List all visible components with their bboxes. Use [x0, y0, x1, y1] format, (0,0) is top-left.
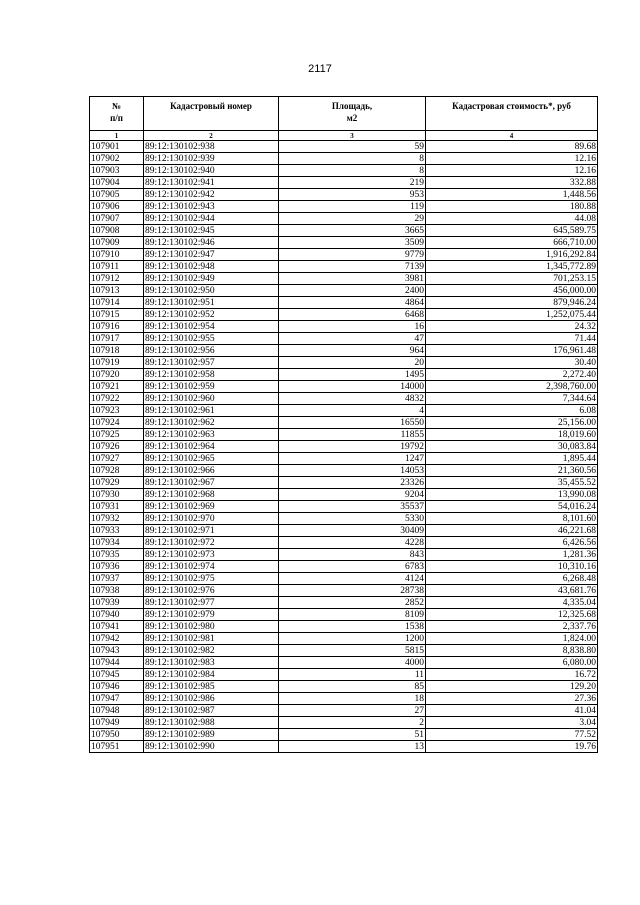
area-cell: 3665	[279, 225, 426, 237]
cadastral-value-cell: 456,000.00	[426, 285, 598, 297]
cadastral-value-cell: 1,252,075.44	[426, 309, 598, 321]
header-cadastral-value-line1: Кадастровая стоимость*, руб	[452, 101, 571, 111]
cadastral-number-cell: 89:12:130102:986	[144, 693, 279, 705]
area-cell: 11855	[279, 429, 426, 441]
cadastral-number-cell: 89:12:130102:975	[144, 573, 279, 585]
table-row	[90, 465, 598, 477]
row-number-cell: 107922	[90, 393, 144, 405]
area-cell: 16550	[279, 417, 426, 429]
area-cell: 27	[279, 705, 426, 717]
cadastral-number-cell: 89:12:130102:971	[144, 525, 279, 537]
cadastral-number-cell: 89:12:130102:958	[144, 369, 279, 381]
cadastral-value-cell: 129.20	[426, 681, 598, 693]
cadastral-number-cell: 89:12:130102:981	[144, 633, 279, 645]
row-number-cell: 107946	[90, 681, 144, 693]
cadastral-value-cell: 77.52	[426, 729, 598, 741]
area-cell: 4832	[279, 393, 426, 405]
cadastral-value-cell: 21,360.56	[426, 465, 598, 477]
cadastral-value-cell: 1,895.44	[426, 453, 598, 465]
row-number-cell: 107931	[90, 501, 144, 513]
cadastral-value-cell: 16.72	[426, 669, 598, 681]
cadastral-number-cell: 89:12:130102:961	[144, 405, 279, 417]
cadastral-number-cell: 89:12:130102:948	[144, 261, 279, 273]
cadastral-value-cell: 6,080.00	[426, 657, 598, 669]
cadastral-number-cell: 89:12:130102:951	[144, 297, 279, 309]
area-cell: 5330	[279, 513, 426, 525]
cadastral-number-cell: 89:12:130102:970	[144, 513, 279, 525]
row-number-cell: 107947	[90, 693, 144, 705]
cadastral-number-cell: 89:12:130102:982	[144, 645, 279, 657]
cadastral-number-cell: 89:12:130102:967	[144, 477, 279, 489]
area-cell: 11	[279, 669, 426, 681]
table-row	[90, 573, 598, 585]
cadastral-number-cell: 89:12:130102:945	[144, 225, 279, 237]
cadastral-number-cell: 89:12:130102:983	[144, 657, 279, 669]
table-row	[90, 501, 598, 513]
area-cell: 964	[279, 345, 426, 357]
column-numbers-row	[90, 131, 598, 141]
row-number-cell: 107907	[90, 213, 144, 225]
row-number-cell: 107918	[90, 345, 144, 357]
area-cell: 14053	[279, 465, 426, 477]
area-cell: 3981	[279, 273, 426, 285]
row-number-cell: 107930	[90, 489, 144, 501]
table-row	[90, 261, 598, 273]
table-row	[90, 657, 598, 669]
area-cell: 28738	[279, 585, 426, 597]
cadastral-value-cell: 3.04	[426, 717, 598, 729]
cadastral-number-cell: 89:12:130102:984	[144, 669, 279, 681]
cadastral-number-cell: 89:12:130102:972	[144, 537, 279, 549]
table-row	[90, 285, 598, 297]
table-row	[90, 477, 598, 489]
header-number-line1: №	[111, 101, 122, 111]
row-number-cell: 107908	[90, 225, 144, 237]
area-cell: 2852	[279, 597, 426, 609]
cadastral-number-cell: 89:12:130102:941	[144, 177, 279, 189]
cadastral-value-cell: 89.68	[426, 141, 598, 153]
row-number-cell: 107943	[90, 645, 144, 657]
area-cell: 19792	[279, 441, 426, 453]
area-cell: 9779	[279, 249, 426, 261]
row-number-cell: 107935	[90, 549, 144, 561]
row-number-cell: 107915	[90, 309, 144, 321]
cadastral-value-cell: 10,310.16	[426, 561, 598, 573]
row-number-cell: 107937	[90, 573, 144, 585]
row-number-cell: 107934	[90, 537, 144, 549]
cadastral-value-cell: 41.04	[426, 705, 598, 717]
area-cell: 4124	[279, 573, 426, 585]
area-cell: 23326	[279, 477, 426, 489]
table-row	[90, 609, 598, 621]
area-cell: 16	[279, 321, 426, 333]
table-row	[90, 225, 598, 237]
table-row	[90, 729, 598, 741]
area-cell: 2400	[279, 285, 426, 297]
cadastral-value-cell: 701,253.15	[426, 273, 598, 285]
area-cell: 14000	[279, 381, 426, 393]
cadastral-number-cell: 89:12:130102:977	[144, 597, 279, 609]
column-number: 1	[90, 131, 144, 141]
area-cell: 6468	[279, 309, 426, 321]
cadastral-value-cell: 12,325.68	[426, 609, 598, 621]
row-number-cell: 107927	[90, 453, 144, 465]
area-cell: 47	[279, 333, 426, 345]
area-cell: 51	[279, 729, 426, 741]
area-cell: 4228	[279, 537, 426, 549]
cadastral-value-cell: 879,946.24	[426, 297, 598, 309]
cadastral-table	[89, 96, 598, 753]
row-number-cell: 107914	[90, 297, 144, 309]
cadastral-value-cell: 1,448.56	[426, 189, 598, 201]
cadastral-value-cell: 8,101.60	[426, 513, 598, 525]
table-row	[90, 705, 598, 717]
row-number-cell: 107921	[90, 381, 144, 393]
cadastral-value-cell: 54,016.24	[426, 501, 598, 513]
cadastral-number-cell: 89:12:130102:973	[144, 549, 279, 561]
table-row	[90, 345, 598, 357]
row-number-cell: 107917	[90, 333, 144, 345]
area-cell: 1538	[279, 621, 426, 633]
cadastral-value-cell: 12.16	[426, 153, 598, 165]
area-cell: 4000	[279, 657, 426, 669]
table-row	[90, 333, 598, 345]
cadastral-value-cell: 176,961.48	[426, 345, 598, 357]
cadastral-number-cell: 89:12:130102:950	[144, 285, 279, 297]
table-row	[90, 249, 598, 261]
area-cell: 8	[279, 165, 426, 177]
area-cell: 2	[279, 717, 426, 729]
row-number-cell: 107945	[90, 669, 144, 681]
cadastral-number-cell: 89:12:130102:987	[144, 705, 279, 717]
area-cell: 219	[279, 177, 426, 189]
row-number-cell: 107950	[90, 729, 144, 741]
area-cell: 119	[279, 201, 426, 213]
area-cell: 3509	[279, 237, 426, 249]
cadastral-value-cell: 666,710.00	[426, 237, 598, 249]
row-number-cell: 107948	[90, 705, 144, 717]
row-number-cell: 107938	[90, 585, 144, 597]
row-number-cell: 107926	[90, 441, 144, 453]
cadastral-value-cell: 4,335.04	[426, 597, 598, 609]
table-row	[90, 549, 598, 561]
cadastral-value-cell: 7,344.64	[426, 393, 598, 405]
area-cell: 1495	[279, 369, 426, 381]
row-number-cell: 107944	[90, 657, 144, 669]
row-number-cell: 107933	[90, 525, 144, 537]
area-cell: 29	[279, 213, 426, 225]
cadastral-number-cell: 89:12:130102:963	[144, 429, 279, 441]
area-cell: 6783	[279, 561, 426, 573]
cadastral-value-cell: 2,272.40	[426, 369, 598, 381]
row-number-cell: 107932	[90, 513, 144, 525]
cadastral-number-cell: 89:12:130102:962	[144, 417, 279, 429]
table-row	[90, 297, 598, 309]
table-row	[90, 525, 598, 537]
page-number: 2117	[308, 63, 332, 75]
table-row	[90, 621, 598, 633]
cadastral-number-cell: 89:12:130102:949	[144, 273, 279, 285]
cadastral-number-cell: 89:12:130102:947	[144, 249, 279, 261]
header-area-line2: м2	[346, 113, 358, 123]
table-row	[90, 369, 598, 381]
row-number-cell: 107911	[90, 261, 144, 273]
table-row	[90, 393, 598, 405]
table-row	[90, 417, 598, 429]
header-cadastral-number	[144, 97, 279, 131]
cadastral-number-cell: 89:12:130102:985	[144, 681, 279, 693]
cadastral-number-cell: 89:12:130102:959	[144, 381, 279, 393]
row-number-cell: 107949	[90, 717, 144, 729]
cadastral-number-cell: 89:12:130102:968	[144, 489, 279, 501]
table-row	[90, 237, 598, 249]
column-number: 2	[144, 131, 279, 141]
table-row	[90, 693, 598, 705]
row-number-cell: 107939	[90, 597, 144, 609]
header-row	[90, 97, 598, 131]
cadastral-number-cell: 89:12:130102:964	[144, 441, 279, 453]
table-row	[90, 201, 598, 213]
cadastral-number-cell: 89:12:130102:990	[144, 741, 279, 753]
cadastral-value-cell: 19.76	[426, 741, 598, 753]
row-number-cell: 107919	[90, 357, 144, 369]
cadastral-number-cell: 89:12:130102:939	[144, 153, 279, 165]
cadastral-value-cell: 6,268.48	[426, 573, 598, 585]
area-cell: 13	[279, 741, 426, 753]
cadastral-value-cell: 44.08	[426, 213, 598, 225]
table-row	[90, 717, 598, 729]
table-row	[90, 429, 598, 441]
cadastral-number-cell: 89:12:130102:989	[144, 729, 279, 741]
cadastral-number-cell: 89:12:130102:980	[144, 621, 279, 633]
table-row	[90, 537, 598, 549]
area-cell: 4864	[279, 297, 426, 309]
cadastral-number-cell: 89:12:130102:965	[144, 453, 279, 465]
row-number-cell: 107941	[90, 621, 144, 633]
area-cell: 8109	[279, 609, 426, 621]
row-number-cell: 107904	[90, 177, 144, 189]
row-number-cell: 107928	[90, 465, 144, 477]
row-number-cell: 107913	[90, 285, 144, 297]
table-row	[90, 513, 598, 525]
area-cell: 59	[279, 141, 426, 153]
cadastral-number-cell: 89:12:130102:960	[144, 393, 279, 405]
table-row	[90, 453, 598, 465]
cadastral-value-cell: 12.16	[426, 165, 598, 177]
column-number: 3	[279, 131, 426, 141]
area-cell: 7139	[279, 261, 426, 273]
cadastral-value-cell: 43,681.76	[426, 585, 598, 597]
table-row	[90, 153, 598, 165]
cadastral-number-cell: 89:12:130102:966	[144, 465, 279, 477]
cadastral-value-cell: 35,455.52	[426, 477, 598, 489]
row-number-cell: 107951	[90, 741, 144, 753]
table-row	[90, 357, 598, 369]
area-cell: 1247	[279, 453, 426, 465]
cadastral-number-cell: 89:12:130102:956	[144, 345, 279, 357]
column-number: 4	[426, 131, 598, 141]
cadastral-number-cell: 89:12:130102:955	[144, 333, 279, 345]
table-row	[90, 561, 598, 573]
row-number-cell: 107920	[90, 369, 144, 381]
row-number-cell: 107906	[90, 201, 144, 213]
table-row	[90, 165, 598, 177]
area-cell: 1200	[279, 633, 426, 645]
row-number-cell: 107916	[90, 321, 144, 333]
table-row	[90, 141, 598, 153]
area-cell: 4	[279, 405, 426, 417]
row-number-cell: 107909	[90, 237, 144, 249]
cadastral-number-cell: 89:12:130102:940	[144, 165, 279, 177]
cadastral-number-cell: 89:12:130102:943	[144, 201, 279, 213]
row-number-cell: 107936	[90, 561, 144, 573]
row-number-cell: 107942	[90, 633, 144, 645]
cadastral-value-cell: 6.08	[426, 405, 598, 417]
area-cell: 30409	[279, 525, 426, 537]
row-number-cell: 107905	[90, 189, 144, 201]
area-cell: 5815	[279, 645, 426, 657]
cadastral-number-cell: 89:12:130102:944	[144, 213, 279, 225]
area-cell: 18	[279, 693, 426, 705]
cadastral-value-cell: 18,019.60	[426, 429, 598, 441]
cadastral-value-cell: 1,281.36	[426, 549, 598, 561]
cadastral-value-cell: 2,398,760.00	[426, 381, 598, 393]
cadastral-number-cell: 89:12:130102:957	[144, 357, 279, 369]
cadastral-value-cell: 27.36	[426, 693, 598, 705]
area-cell: 85	[279, 681, 426, 693]
row-number-cell: 107929	[90, 477, 144, 489]
table-row	[90, 321, 598, 333]
table-header	[90, 97, 598, 141]
area-cell: 8	[279, 153, 426, 165]
cadastral-number-cell: 89:12:130102:946	[144, 237, 279, 249]
table-row	[90, 597, 598, 609]
cadastral-value-cell: 30,083.84	[426, 441, 598, 453]
table-row	[90, 669, 598, 681]
cadastral-value-cell: 46,221.68	[426, 525, 598, 537]
header-number	[90, 97, 144, 131]
area-cell: 9204	[279, 489, 426, 501]
header-number-line2: п/п	[110, 113, 123, 123]
table-row	[90, 681, 598, 693]
cadastral-value-cell: 180.88	[426, 201, 598, 213]
area-cell: 843	[279, 549, 426, 561]
cadastral-number-cell: 89:12:130102:979	[144, 609, 279, 621]
area-cell: 35537	[279, 501, 426, 513]
row-number-cell: 107924	[90, 417, 144, 429]
cadastral-number-cell: 89:12:130102:954	[144, 321, 279, 333]
cadastral-number-cell: 89:12:130102:952	[144, 309, 279, 321]
cadastral-number-cell: 89:12:130102:988	[144, 717, 279, 729]
row-number-cell: 107901	[90, 141, 144, 153]
cadastral-value-cell: 1,824.00	[426, 633, 598, 645]
cadastral-value-cell: 13,990.08	[426, 489, 598, 501]
cadastral-value-cell: 25,156.00	[426, 417, 598, 429]
cadastral-value-cell: 30.40	[426, 357, 598, 369]
row-number-cell: 107923	[90, 405, 144, 417]
header-area-line1: Площадь,	[331, 101, 373, 111]
table-row	[90, 585, 598, 597]
cadastral-number-cell: 89:12:130102:938	[144, 141, 279, 153]
row-number-cell: 107925	[90, 429, 144, 441]
cadastral-value-cell: 1,916,292.84	[426, 249, 598, 261]
cadastral-value-cell: 24.32	[426, 321, 598, 333]
table-row	[90, 309, 598, 321]
row-number-cell: 107910	[90, 249, 144, 261]
area-cell: 953	[279, 189, 426, 201]
cadastral-value-cell: 332.88	[426, 177, 598, 189]
header-area	[279, 97, 426, 131]
cadastral-number-cell: 89:12:130102:976	[144, 585, 279, 597]
cadastral-number-cell: 89:12:130102:974	[144, 561, 279, 573]
table-row	[90, 741, 598, 753]
table-row	[90, 213, 598, 225]
header-cadastral-value	[426, 97, 598, 131]
cadastral-value-cell: 6,426.56	[426, 537, 598, 549]
cadastral-number-cell: 89:12:130102:969	[144, 501, 279, 513]
table-row	[90, 273, 598, 285]
table-body	[90, 141, 598, 753]
table-row	[90, 489, 598, 501]
row-number-cell: 107912	[90, 273, 144, 285]
table-row	[90, 633, 598, 645]
table-row	[90, 177, 598, 189]
area-cell: 20	[279, 357, 426, 369]
cadastral-value-cell: 71.44	[426, 333, 598, 345]
cadastral-value-cell: 1,345,772.89	[426, 261, 598, 273]
table-row	[90, 645, 598, 657]
table-row	[90, 441, 598, 453]
row-number-cell: 107940	[90, 609, 144, 621]
cadastral-value-cell: 8,838.80	[426, 645, 598, 657]
table-row	[90, 189, 598, 201]
row-number-cell: 107903	[90, 165, 144, 177]
cadastral-value-cell: 2,337.76	[426, 621, 598, 633]
table-row	[90, 405, 598, 417]
cadastral-number-cell: 89:12:130102:942	[144, 189, 279, 201]
row-number-cell: 107902	[90, 153, 144, 165]
table-row	[90, 381, 598, 393]
cadastral-value-cell: 645,589.75	[426, 225, 598, 237]
header-cadastral-number-line1: Кадастровый номер	[170, 101, 252, 111]
